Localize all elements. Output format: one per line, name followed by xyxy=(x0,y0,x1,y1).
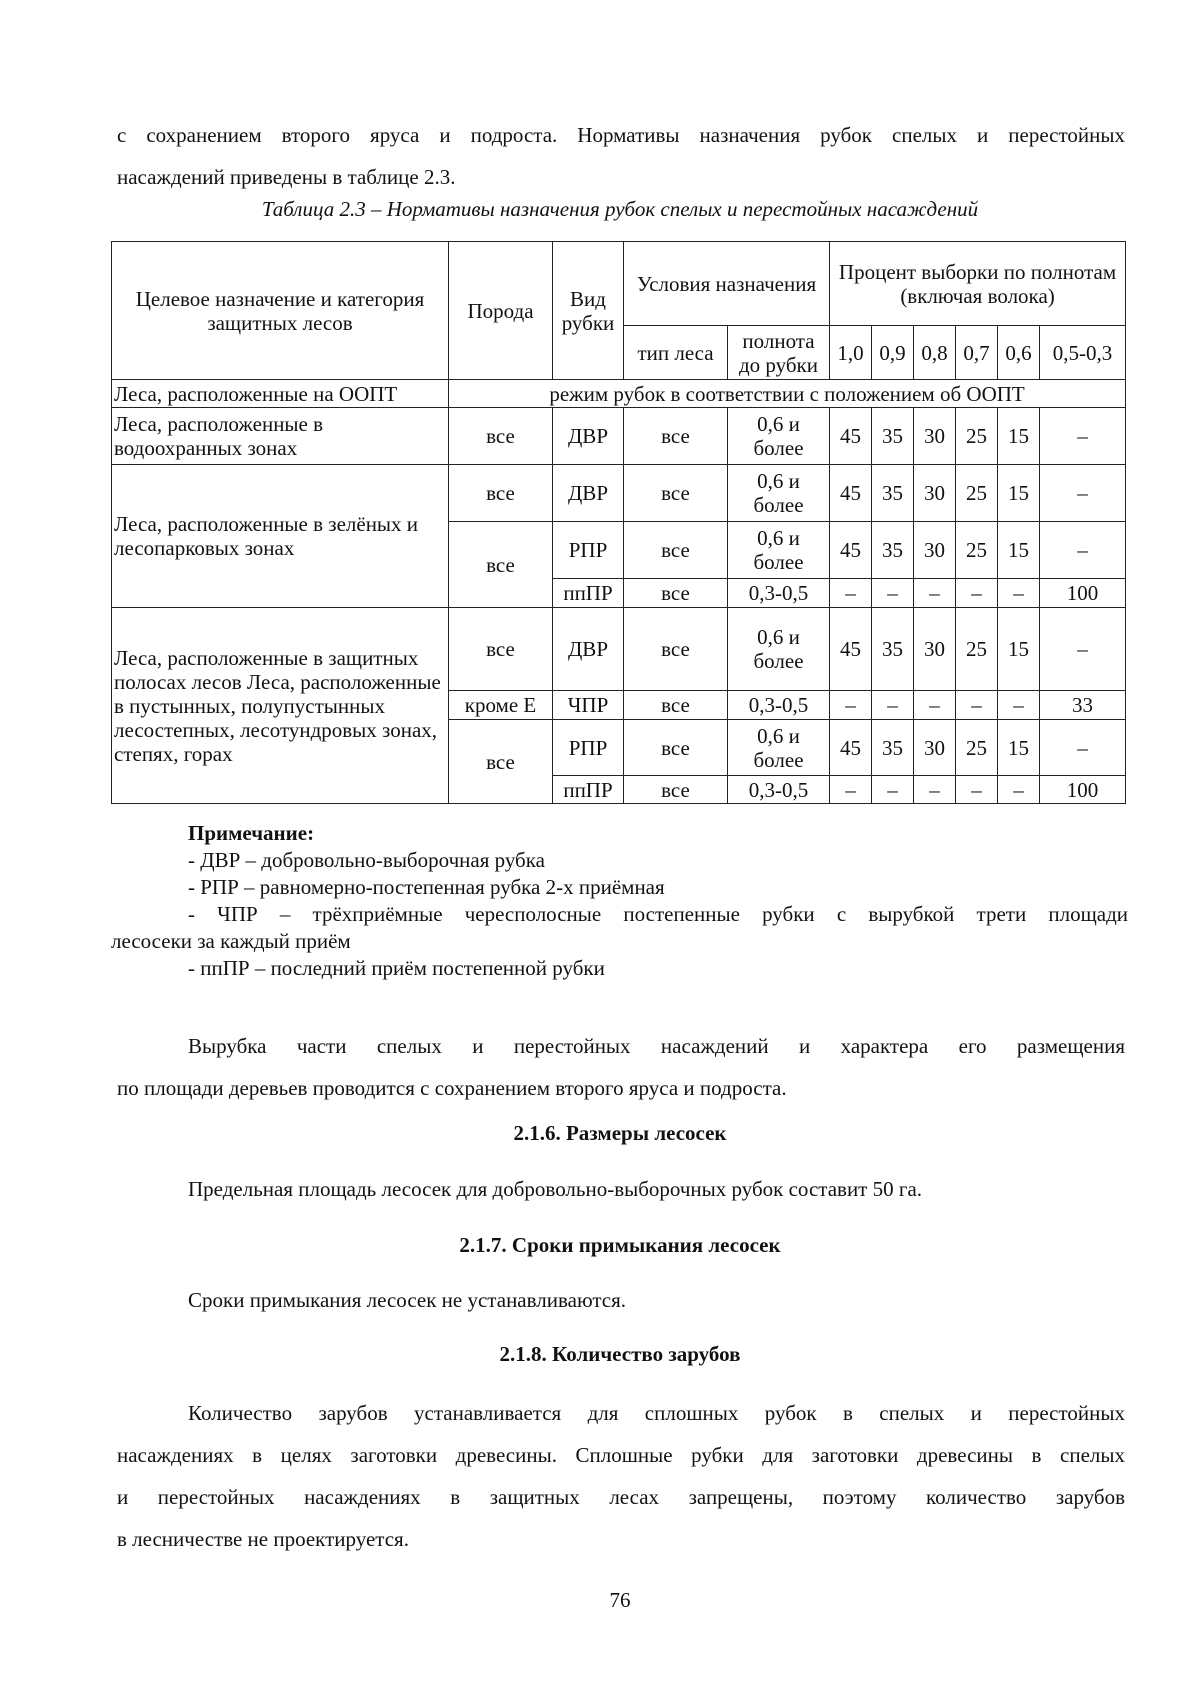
cell: все xyxy=(449,465,553,522)
norms-table xyxy=(111,241,1126,804)
header-density-0-5-0-3: 0,5-0,3 xyxy=(1040,326,1126,380)
note-item: - ЧПР – трёхприёмные чересполосные постепенные рубки с вырубкой трети площади xyxy=(188,902,1128,926)
cell: РПР xyxy=(553,720,624,776)
cell: – xyxy=(830,691,872,720)
cell: 30 xyxy=(914,720,956,776)
cell: 35 xyxy=(872,608,914,691)
intro-line-2: насаждений приведены в таблице 2.3. xyxy=(117,165,456,189)
cell: 30 xyxy=(914,408,956,465)
cell: 0,6 и более xyxy=(728,408,830,465)
cutting-line-2: по площади деревьев проводится с сохранением второго яруса и подроста. xyxy=(117,1076,787,1100)
cell: 0,6 и более xyxy=(728,522,830,579)
note-item: - ДВР – добровольно-выборочная рубка xyxy=(188,848,545,872)
cell: – xyxy=(914,691,956,720)
cell: 25 xyxy=(956,408,998,465)
notes-block xyxy=(111,820,1128,982)
header-forest-type: тип леса xyxy=(624,326,728,380)
cell: ппПР xyxy=(553,579,624,608)
header-density-0-6: 0,6 xyxy=(998,326,1040,380)
cell: – xyxy=(1040,522,1126,579)
cell: все xyxy=(624,579,728,608)
section-2-1-6-text: Предельная площадь лесосек для добровольно-выборочных рубок составит 50 га. xyxy=(188,1177,923,1201)
cell: все xyxy=(449,522,553,608)
note-item-continuation: лесосеки за каждый приём xyxy=(111,929,351,953)
section-2-1-8-line-4: в лесничестве не проектируется. xyxy=(117,1527,409,1551)
cell: 25 xyxy=(956,522,998,579)
cell: – xyxy=(830,579,872,608)
cell: – xyxy=(1040,408,1126,465)
cell: кроме Е xyxy=(449,691,553,720)
cell: ДВР xyxy=(553,408,624,465)
cell: – xyxy=(956,691,998,720)
section-2-1-7-text: Сроки примыкания лесосек не устанавливаются. xyxy=(188,1288,627,1312)
cell: 25 xyxy=(956,608,998,691)
cell: 35 xyxy=(872,522,914,579)
oopt-regime: режим рубок в соответствии с положением об ООПТ xyxy=(449,380,1126,408)
cell: ДВР xyxy=(553,465,624,522)
cell: все xyxy=(624,691,728,720)
cell: 30 xyxy=(914,608,956,691)
note-item: - ппПР – последний приём постепенной рубки xyxy=(188,956,605,980)
cell: – xyxy=(998,691,1040,720)
table-row xyxy=(112,408,1126,465)
cell: 30 xyxy=(914,522,956,579)
cell: все xyxy=(624,720,728,776)
cell: ппПР xyxy=(553,776,624,804)
cell: все xyxy=(624,522,728,579)
cell: – xyxy=(914,579,956,608)
cell: 15 xyxy=(998,408,1040,465)
header-purpose: Целевое назначение и категория защитных лесов xyxy=(112,242,449,380)
cell: ЧПР xyxy=(553,691,624,720)
header-density-0-8: 0,8 xyxy=(914,326,956,380)
cell: – xyxy=(998,776,1040,804)
notes-title: Примечание: xyxy=(188,821,315,845)
cell: все xyxy=(624,608,728,691)
cell: ДВР xyxy=(553,608,624,691)
cell: 45 xyxy=(830,608,872,691)
cell: 15 xyxy=(998,720,1040,776)
cell: 0,3-0,5 xyxy=(728,691,830,720)
row-label-oopt: Леса, расположенные на ООПТ xyxy=(112,380,449,408)
heading-2-1-8: 2.1.8. Количество зарубов xyxy=(499,1342,741,1366)
cell: 35 xyxy=(872,408,914,465)
table-caption: Таблица 2.3 – Нормативы назначения рубок спелых и перестойных насаждений xyxy=(261,197,979,221)
cell: – xyxy=(1040,465,1126,522)
cell: все xyxy=(449,720,553,804)
cell: 45 xyxy=(830,465,872,522)
page-number: 76 xyxy=(609,1588,631,1612)
section-2-1-8-line-2: насаждениях в целях заготовки древесины. Сплошные рубки для заготовки древесины в спелых xyxy=(117,1443,1125,1467)
header-species: Порода xyxy=(449,242,553,380)
cell: все xyxy=(449,608,553,691)
row-label-water: Леса, расположенные в водоохранных зонах xyxy=(112,408,449,465)
row-label-green: Леса, расположенные в зелёных и лесопарковых зонах xyxy=(112,465,449,608)
table-row xyxy=(112,465,1126,522)
header-density: полнота до рубки xyxy=(728,326,830,380)
cell: – xyxy=(872,776,914,804)
cell: 30 xyxy=(914,465,956,522)
cell: 15 xyxy=(998,522,1040,579)
heading-2-1-6: 2.1.6. Размеры лесосек xyxy=(513,1121,727,1145)
cell: 0,3-0,5 xyxy=(728,776,830,804)
cell: – xyxy=(914,776,956,804)
cell: все xyxy=(624,776,728,804)
cell: – xyxy=(956,776,998,804)
header-density-0-7: 0,7 xyxy=(956,326,998,380)
table-row xyxy=(112,380,1126,408)
cell: все xyxy=(449,408,553,465)
cell: 45 xyxy=(830,408,872,465)
cutting-line-1: Вырубка части спелых и перестойных насаждений и характера его размещения xyxy=(188,1034,1125,1058)
intro-line-1: с сохранением второго яруса и подроста. Нормативы назначения рубок спелых и перестойных xyxy=(117,123,1125,147)
heading-2-1-7: 2.1.7. Сроки примыкания лесосек xyxy=(459,1233,781,1257)
cell: 45 xyxy=(830,720,872,776)
cell: – xyxy=(1040,720,1126,776)
header-cut-type: Вид рубки xyxy=(553,242,624,380)
cell: 33 xyxy=(1040,691,1126,720)
cell: 0,6 и более xyxy=(728,720,830,776)
cell: – xyxy=(872,579,914,608)
header-conditions: Условия назначения xyxy=(624,242,830,326)
cell: 0,6 и более xyxy=(728,608,830,691)
cell: – xyxy=(998,579,1040,608)
cell: – xyxy=(830,776,872,804)
cell: все xyxy=(624,408,728,465)
header-percent: Процент выборки по полнотам (включая волока) xyxy=(830,242,1126,326)
cell: 100 xyxy=(1040,776,1126,804)
cell: 35 xyxy=(872,720,914,776)
cell: – xyxy=(956,579,998,608)
cell: РПР xyxy=(553,522,624,579)
cell: 25 xyxy=(956,465,998,522)
cell: 35 xyxy=(872,465,914,522)
cell: 0,3-0,5 xyxy=(728,579,830,608)
cell: 15 xyxy=(998,608,1040,691)
cell: 0,6 и более xyxy=(728,465,830,522)
section-2-1-8-line-3: и перестойных насаждениях в защитных лесах запрещены, поэтому количество зарубов xyxy=(117,1485,1125,1509)
row-label-protective: Леса, расположенные в защитных полосах лесов Леса, расположенные в пустынных, полупустынных лесостепных, лесотундровых зонах, степях, горах xyxy=(112,608,449,804)
cell: 25 xyxy=(956,720,998,776)
cell: – xyxy=(872,691,914,720)
cell: 45 xyxy=(830,522,872,579)
cell: 100 xyxy=(1040,579,1126,608)
cell: все xyxy=(624,465,728,522)
section-2-1-8-line-1: Количество зарубов устанавливается для сплошных рубок в спелых и перестойных xyxy=(188,1401,1125,1425)
cell: 15 xyxy=(998,465,1040,522)
header-density-1-0: 1,0 xyxy=(830,326,872,380)
header-density-0-9: 0,9 xyxy=(872,326,914,380)
table-row xyxy=(112,608,1126,691)
note-item: - РПР – равномерно-постепенная рубка 2-х приёмная xyxy=(188,875,665,899)
cell: – xyxy=(1040,608,1126,691)
